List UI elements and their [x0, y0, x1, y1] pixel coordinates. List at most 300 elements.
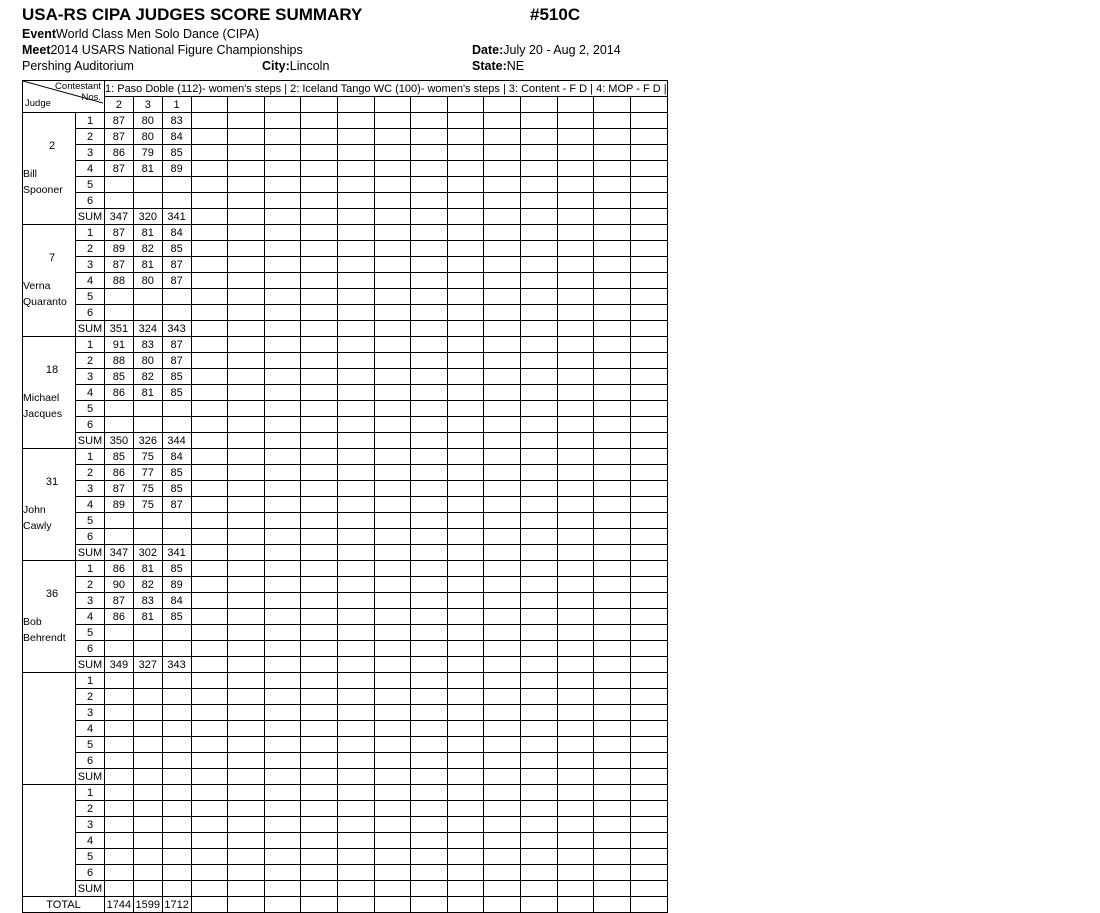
score-cell-empty[interactable]: [228, 129, 265, 145]
score-cell[interactable]: [133, 641, 162, 657]
score-cell-empty[interactable]: [594, 673, 631, 689]
score-cell-empty[interactable]: [447, 721, 484, 737]
score-cell-empty[interactable]: [228, 609, 265, 625]
score-cell-empty[interactable]: [630, 561, 667, 577]
score-cell[interactable]: [162, 705, 191, 721]
score-cell[interactable]: [162, 865, 191, 881]
score-cell-empty[interactable]: [521, 673, 558, 689]
score-cell-empty[interactable]: [374, 593, 411, 609]
score-cell-empty[interactable]: [521, 785, 558, 801]
score-cell-empty[interactable]: [191, 225, 228, 241]
score-cell[interactable]: [105, 417, 134, 433]
score-cell-empty[interactable]: [191, 145, 228, 161]
score-cell-empty[interactable]: [594, 337, 631, 353]
score-cell-empty[interactable]: [557, 609, 594, 625]
score-cell-empty[interactable]: [301, 417, 338, 433]
score-cell-empty[interactable]: [374, 513, 411, 529]
score-cell[interactable]: 85: [162, 241, 191, 257]
score-cell-empty[interactable]: [301, 737, 338, 753]
score-cell-empty[interactable]: [301, 257, 338, 273]
score-cell-empty[interactable]: [521, 865, 558, 881]
score-cell-empty[interactable]: [630, 785, 667, 801]
score-cell[interactable]: [105, 193, 134, 209]
score-cell-empty[interactable]: [301, 673, 338, 689]
score-cell-empty[interactable]: [191, 401, 228, 417]
score-cell-empty[interactable]: [484, 289, 521, 305]
score-cell-empty[interactable]: [630, 257, 667, 273]
score-cell-empty[interactable]: [264, 529, 301, 545]
score-cell-empty[interactable]: [228, 449, 265, 465]
score-cell-empty[interactable]: [557, 177, 594, 193]
score-cell[interactable]: 87: [162, 353, 191, 369]
score-cell-empty[interactable]: [191, 353, 228, 369]
score-cell-empty[interactable]: [411, 721, 448, 737]
score-cell[interactable]: [133, 721, 162, 737]
score-cell[interactable]: [162, 625, 191, 641]
score-cell-empty[interactable]: [594, 785, 631, 801]
score-cell-empty[interactable]: [191, 577, 228, 593]
score-cell-empty[interactable]: [521, 689, 558, 705]
score-cell[interactable]: 90: [105, 577, 134, 593]
score-cell[interactable]: [162, 177, 191, 193]
score-cell[interactable]: 79: [133, 145, 162, 161]
score-cell-empty[interactable]: [521, 129, 558, 145]
score-cell-empty[interactable]: [374, 689, 411, 705]
score-cell-empty[interactable]: [301, 721, 338, 737]
score-cell-empty[interactable]: [594, 225, 631, 241]
score-cell-empty[interactable]: [557, 785, 594, 801]
score-cell-empty[interactable]: [191, 465, 228, 481]
score-cell-empty[interactable]: [594, 113, 631, 129]
score-cell[interactable]: [133, 849, 162, 865]
score-cell-empty[interactable]: [264, 241, 301, 257]
score-cell[interactable]: 87: [162, 337, 191, 353]
score-cell-empty[interactable]: [411, 113, 448, 129]
score-cell-empty[interactable]: [374, 785, 411, 801]
score-cell-empty[interactable]: [484, 753, 521, 769]
score-cell[interactable]: [162, 289, 191, 305]
score-cell[interactable]: 89: [105, 241, 134, 257]
score-cell-empty[interactable]: [228, 689, 265, 705]
score-cell[interactable]: 89: [162, 161, 191, 177]
score-cell-empty[interactable]: [374, 529, 411, 545]
score-cell[interactable]: [162, 849, 191, 865]
score-cell-empty[interactable]: [374, 353, 411, 369]
score-cell-empty[interactable]: [337, 305, 374, 321]
score-cell-empty[interactable]: [630, 641, 667, 657]
score-cell-empty[interactable]: [594, 401, 631, 417]
score-cell[interactable]: 87: [162, 497, 191, 513]
score-cell-empty[interactable]: [447, 673, 484, 689]
score-cell[interactable]: [162, 305, 191, 321]
score-cell[interactable]: [105, 737, 134, 753]
score-cell-empty[interactable]: [374, 625, 411, 641]
score-cell[interactable]: 80: [133, 273, 162, 289]
score-cell-empty[interactable]: [521, 817, 558, 833]
score-cell-empty[interactable]: [484, 449, 521, 465]
score-cell-empty[interactable]: [594, 145, 631, 161]
score-cell-empty[interactable]: [228, 497, 265, 513]
score-cell-empty[interactable]: [484, 481, 521, 497]
score-cell-empty[interactable]: [374, 465, 411, 481]
score-cell-empty[interactable]: [521, 721, 558, 737]
score-cell[interactable]: [162, 721, 191, 737]
score-cell-empty[interactable]: [337, 129, 374, 145]
score-cell-empty[interactable]: [447, 305, 484, 321]
score-cell-empty[interactable]: [264, 593, 301, 609]
score-cell-empty[interactable]: [594, 385, 631, 401]
score-cell-empty[interactable]: [228, 785, 265, 801]
score-cell-empty[interactable]: [594, 257, 631, 273]
score-cell[interactable]: 87: [105, 161, 134, 177]
score-cell-empty[interactable]: [484, 865, 521, 881]
score-cell-empty[interactable]: [228, 193, 265, 209]
score-cell-empty[interactable]: [264, 849, 301, 865]
score-cell-empty[interactable]: [337, 689, 374, 705]
score-cell-empty[interactable]: [484, 273, 521, 289]
score-cell[interactable]: 80: [133, 353, 162, 369]
score-cell-empty[interactable]: [228, 337, 265, 353]
score-cell-empty[interactable]: [264, 497, 301, 513]
score-cell-empty[interactable]: [228, 465, 265, 481]
score-cell-empty[interactable]: [191, 177, 228, 193]
score-cell-empty[interactable]: [301, 289, 338, 305]
score-cell-empty[interactable]: [557, 625, 594, 641]
score-cell-empty[interactable]: [447, 161, 484, 177]
score-cell-empty[interactable]: [337, 465, 374, 481]
score-cell-empty[interactable]: [557, 385, 594, 401]
score-cell-empty[interactable]: [301, 593, 338, 609]
score-cell-empty[interactable]: [484, 145, 521, 161]
score-cell[interactable]: [133, 305, 162, 321]
score-cell-empty[interactable]: [264, 273, 301, 289]
score-cell-empty[interactable]: [594, 529, 631, 545]
score-cell-empty[interactable]: [301, 481, 338, 497]
score-cell-empty[interactable]: [411, 833, 448, 849]
score-cell-empty[interactable]: [374, 273, 411, 289]
score-cell-empty[interactable]: [447, 753, 484, 769]
score-cell[interactable]: 81: [133, 385, 162, 401]
score-cell-empty[interactable]: [228, 561, 265, 577]
score-cell[interactable]: [162, 417, 191, 433]
score-cell-empty[interactable]: [557, 225, 594, 241]
score-cell-empty[interactable]: [484, 849, 521, 865]
score-cell-empty[interactable]: [301, 641, 338, 657]
score-cell-empty[interactable]: [630, 225, 667, 241]
score-cell-empty[interactable]: [521, 513, 558, 529]
score-cell-empty[interactable]: [630, 817, 667, 833]
score-cell-empty[interactable]: [557, 481, 594, 497]
score-cell[interactable]: [162, 529, 191, 545]
score-cell-empty[interactable]: [484, 705, 521, 721]
score-cell-empty[interactable]: [337, 801, 374, 817]
score-cell-empty[interactable]: [521, 273, 558, 289]
score-cell-empty[interactable]: [594, 689, 631, 705]
score-cell-empty[interactable]: [630, 705, 667, 721]
score-cell-empty[interactable]: [447, 465, 484, 481]
score-cell[interactable]: 85: [162, 481, 191, 497]
score-cell-empty[interactable]: [521, 577, 558, 593]
score-cell-empty[interactable]: [228, 721, 265, 737]
score-cell-empty[interactable]: [301, 561, 338, 577]
score-cell-empty[interactable]: [594, 177, 631, 193]
score-cell-empty[interactable]: [411, 385, 448, 401]
score-cell-empty[interactable]: [228, 177, 265, 193]
score-cell-empty[interactable]: [594, 737, 631, 753]
score-cell-empty[interactable]: [447, 561, 484, 577]
score-cell-empty[interactable]: [594, 513, 631, 529]
score-cell-empty[interactable]: [228, 225, 265, 241]
score-cell[interactable]: [162, 513, 191, 529]
score-cell-empty[interactable]: [521, 193, 558, 209]
score-cell-empty[interactable]: [264, 513, 301, 529]
score-cell-empty[interactable]: [264, 737, 301, 753]
score-cell-empty[interactable]: [521, 385, 558, 401]
score-cell-empty[interactable]: [557, 737, 594, 753]
score-cell-empty[interactable]: [264, 385, 301, 401]
score-cell-empty[interactable]: [557, 289, 594, 305]
score-cell-empty[interactable]: [594, 161, 631, 177]
score-cell-empty[interactable]: [447, 833, 484, 849]
score-cell-empty[interactable]: [264, 145, 301, 161]
score-cell-empty[interactable]: [557, 273, 594, 289]
score-cell-empty[interactable]: [337, 561, 374, 577]
score-cell-empty[interactable]: [521, 177, 558, 193]
score-cell-empty[interactable]: [447, 401, 484, 417]
score-cell-empty[interactable]: [374, 705, 411, 721]
score-cell-empty[interactable]: [447, 449, 484, 465]
score-cell-empty[interactable]: [594, 705, 631, 721]
score-cell[interactable]: [105, 801, 134, 817]
score-cell-empty[interactable]: [484, 673, 521, 689]
score-cell-empty[interactable]: [521, 417, 558, 433]
score-cell-empty[interactable]: [228, 401, 265, 417]
score-cell-empty[interactable]: [557, 161, 594, 177]
score-cell-empty[interactable]: [374, 577, 411, 593]
score-cell-empty[interactable]: [374, 865, 411, 881]
score-cell-empty[interactable]: [228, 241, 265, 257]
score-cell-empty[interactable]: [630, 305, 667, 321]
score-cell-empty[interactable]: [264, 337, 301, 353]
score-cell[interactable]: 86: [105, 561, 134, 577]
score-cell[interactable]: 85: [162, 385, 191, 401]
score-cell[interactable]: [133, 737, 162, 753]
score-cell-empty[interactable]: [521, 337, 558, 353]
score-cell[interactable]: [162, 801, 191, 817]
score-cell[interactable]: [162, 673, 191, 689]
score-cell-empty[interactable]: [191, 193, 228, 209]
score-cell-empty[interactable]: [594, 497, 631, 513]
score-cell[interactable]: 86: [105, 609, 134, 625]
score-cell-empty[interactable]: [374, 257, 411, 273]
score-cell-empty[interactable]: [374, 417, 411, 433]
score-cell-empty[interactable]: [484, 641, 521, 657]
score-cell-empty[interactable]: [521, 833, 558, 849]
score-cell-empty[interactable]: [484, 385, 521, 401]
score-cell-empty[interactable]: [337, 497, 374, 513]
score-cell-empty[interactable]: [521, 641, 558, 657]
score-cell-empty[interactable]: [447, 785, 484, 801]
score-cell-empty[interactable]: [264, 577, 301, 593]
score-cell-empty[interactable]: [447, 273, 484, 289]
score-cell-empty[interactable]: [301, 449, 338, 465]
score-cell-empty[interactable]: [411, 625, 448, 641]
score-cell-empty[interactable]: [521, 289, 558, 305]
score-cell[interactable]: 85: [162, 145, 191, 161]
score-cell[interactable]: [105, 753, 134, 769]
score-cell-empty[interactable]: [337, 785, 374, 801]
score-cell-empty[interactable]: [228, 145, 265, 161]
score-cell[interactable]: 87: [105, 129, 134, 145]
score-cell-empty[interactable]: [337, 113, 374, 129]
score-cell-empty[interactable]: [411, 785, 448, 801]
score-cell-empty[interactable]: [228, 641, 265, 657]
score-cell[interactable]: [105, 529, 134, 545]
score-cell-empty[interactable]: [264, 801, 301, 817]
score-cell-empty[interactable]: [484, 225, 521, 241]
score-cell-empty[interactable]: [228, 273, 265, 289]
score-cell-empty[interactable]: [337, 369, 374, 385]
score-cell-empty[interactable]: [594, 417, 631, 433]
score-cell-empty[interactable]: [337, 161, 374, 177]
score-cell-empty[interactable]: [228, 849, 265, 865]
score-cell-empty[interactable]: [191, 705, 228, 721]
score-cell-empty[interactable]: [594, 577, 631, 593]
score-cell[interactable]: 87: [162, 257, 191, 273]
score-cell[interactable]: 87: [105, 593, 134, 609]
score-cell-empty[interactable]: [630, 401, 667, 417]
score-cell-empty[interactable]: [521, 753, 558, 769]
score-cell-empty[interactable]: [557, 401, 594, 417]
score-cell[interactable]: [105, 305, 134, 321]
score-cell-empty[interactable]: [594, 449, 631, 465]
score-cell-empty[interactable]: [191, 113, 228, 129]
score-cell[interactable]: 80: [133, 129, 162, 145]
score-cell-empty[interactable]: [337, 737, 374, 753]
score-cell-empty[interactable]: [411, 497, 448, 513]
score-cell-empty[interactable]: [264, 289, 301, 305]
score-cell[interactable]: [105, 641, 134, 657]
score-cell-empty[interactable]: [337, 289, 374, 305]
score-cell-empty[interactable]: [264, 865, 301, 881]
score-cell-empty[interactable]: [484, 689, 521, 705]
score-cell-empty[interactable]: [264, 465, 301, 481]
score-cell-empty[interactable]: [484, 113, 521, 129]
score-cell-empty[interactable]: [228, 705, 265, 721]
score-cell-empty[interactable]: [594, 721, 631, 737]
score-cell-empty[interactable]: [411, 673, 448, 689]
score-cell-empty[interactable]: [411, 513, 448, 529]
score-cell-empty[interactable]: [301, 401, 338, 417]
score-cell-empty[interactable]: [447, 257, 484, 273]
score-cell-empty[interactable]: [447, 369, 484, 385]
score-cell-empty[interactable]: [447, 193, 484, 209]
score-cell[interactable]: 81: [133, 161, 162, 177]
score-cell[interactable]: [105, 673, 134, 689]
score-cell-empty[interactable]: [630, 721, 667, 737]
score-cell[interactable]: [133, 529, 162, 545]
score-cell-empty[interactable]: [191, 689, 228, 705]
score-cell-empty[interactable]: [191, 865, 228, 881]
score-cell-empty[interactable]: [630, 273, 667, 289]
score-cell-empty[interactable]: [191, 257, 228, 273]
score-cell-empty[interactable]: [594, 593, 631, 609]
score-cell-empty[interactable]: [374, 369, 411, 385]
score-cell-empty[interactable]: [337, 833, 374, 849]
score-cell-empty[interactable]: [337, 593, 374, 609]
score-cell-empty[interactable]: [264, 673, 301, 689]
score-cell-empty[interactable]: [264, 177, 301, 193]
score-cell-empty[interactable]: [374, 449, 411, 465]
score-cell-empty[interactable]: [228, 529, 265, 545]
score-cell[interactable]: 89: [105, 497, 134, 513]
score-cell-empty[interactable]: [447, 689, 484, 705]
score-cell-empty[interactable]: [594, 801, 631, 817]
score-cell-empty[interactable]: [264, 817, 301, 833]
score-cell[interactable]: [133, 785, 162, 801]
score-cell[interactable]: 75: [133, 497, 162, 513]
score-cell-empty[interactable]: [301, 817, 338, 833]
score-cell-empty[interactable]: [264, 161, 301, 177]
score-cell-empty[interactable]: [484, 465, 521, 481]
score-cell[interactable]: 82: [133, 577, 162, 593]
score-cell-empty[interactable]: [594, 129, 631, 145]
score-cell-empty[interactable]: [228, 817, 265, 833]
score-cell-empty[interactable]: [337, 257, 374, 273]
score-cell-empty[interactable]: [191, 721, 228, 737]
score-cell[interactable]: 88: [105, 273, 134, 289]
score-cell-empty[interactable]: [191, 737, 228, 753]
score-cell-empty[interactable]: [521, 497, 558, 513]
score-cell-empty[interactable]: [337, 625, 374, 641]
score-cell-empty[interactable]: [557, 113, 594, 129]
score-cell-empty[interactable]: [484, 817, 521, 833]
score-cell-empty[interactable]: [557, 129, 594, 145]
score-cell-empty[interactable]: [447, 353, 484, 369]
score-cell[interactable]: [105, 401, 134, 417]
score-cell-empty[interactable]: [594, 273, 631, 289]
score-cell-empty[interactable]: [301, 369, 338, 385]
score-cell-empty[interactable]: [411, 529, 448, 545]
score-cell-empty[interactable]: [228, 353, 265, 369]
score-cell-empty[interactable]: [484, 417, 521, 433]
score-cell-empty[interactable]: [301, 753, 338, 769]
score-cell[interactable]: 84: [162, 593, 191, 609]
score-cell-empty[interactable]: [191, 833, 228, 849]
score-cell-empty[interactable]: [484, 497, 521, 513]
score-cell-empty[interactable]: [630, 577, 667, 593]
score-cell[interactable]: [133, 177, 162, 193]
score-cell[interactable]: 82: [133, 241, 162, 257]
score-cell[interactable]: [133, 673, 162, 689]
score-cell-empty[interactable]: [191, 497, 228, 513]
score-cell-empty[interactable]: [301, 833, 338, 849]
score-cell-empty[interactable]: [228, 673, 265, 689]
score-cell[interactable]: 88: [105, 353, 134, 369]
score-cell-empty[interactable]: [301, 865, 338, 881]
score-cell-empty[interactable]: [557, 257, 594, 273]
score-cell-empty[interactable]: [484, 369, 521, 385]
score-cell-empty[interactable]: [447, 177, 484, 193]
score-cell-empty[interactable]: [557, 241, 594, 257]
score-cell-empty[interactable]: [630, 529, 667, 545]
score-cell[interactable]: 83: [133, 337, 162, 353]
score-cell-empty[interactable]: [521, 609, 558, 625]
score-cell-empty[interactable]: [484, 401, 521, 417]
score-cell-empty[interactable]: [301, 353, 338, 369]
score-cell-empty[interactable]: [191, 513, 228, 529]
score-cell[interactable]: [105, 177, 134, 193]
